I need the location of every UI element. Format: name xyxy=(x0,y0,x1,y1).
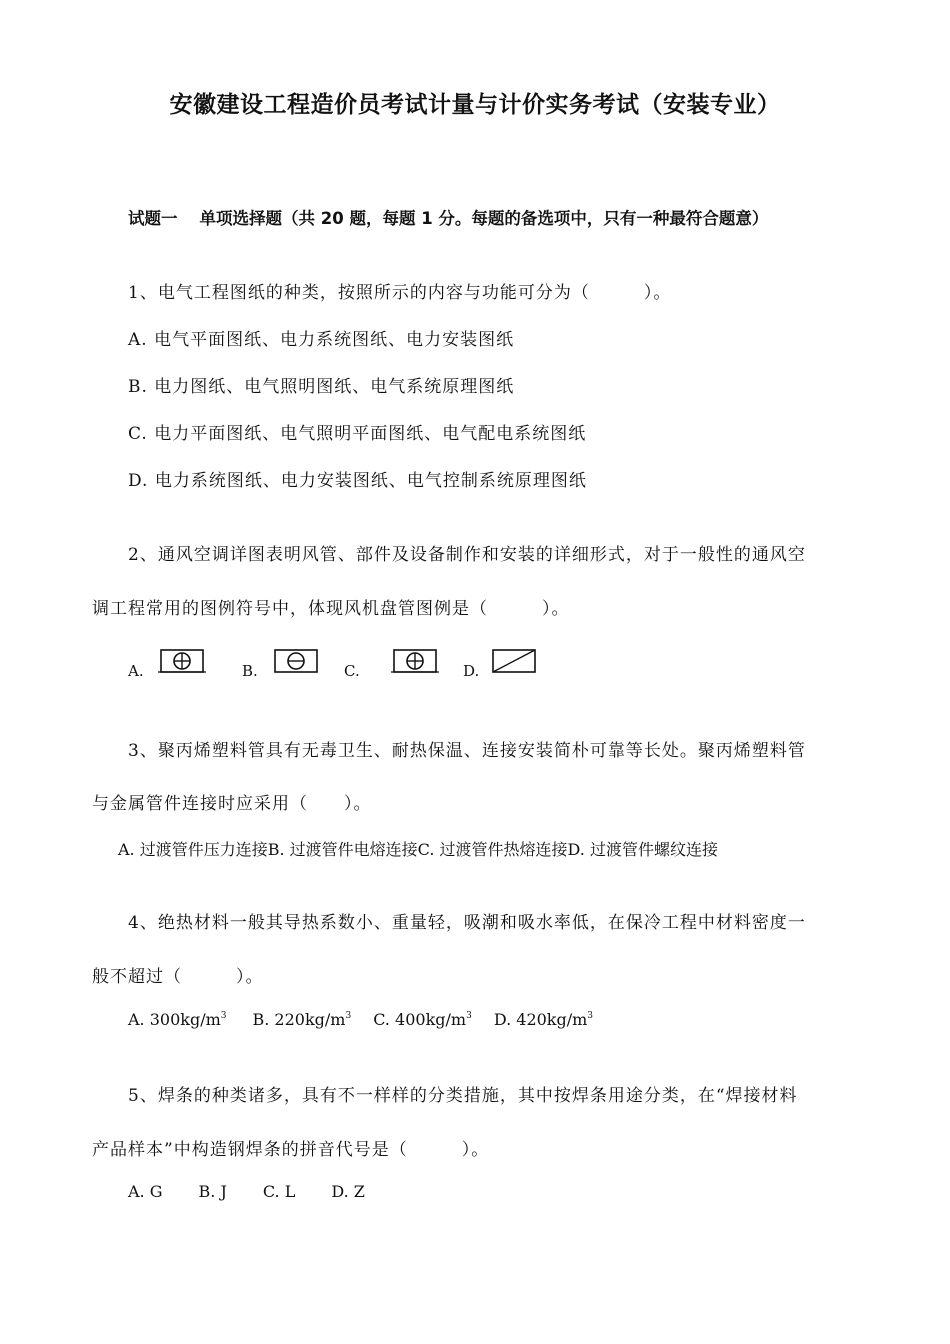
q4-option-c: C. $400kg/m^3$ xyxy=(373,1010,472,1029)
q2-option-a-label: A. xyxy=(128,662,144,680)
q1-option-a: A. 电气平面图纸、电力系统图纸、电力安装图纸 xyxy=(128,330,515,350)
q3-stem-line1: 3、聚丙烯塑料管具有无毒卫生、耐热保温、连接安装简朴可靠等长处。聚丙烯塑料管 xyxy=(128,741,806,761)
q3-options-row xyxy=(118,837,718,860)
section-text: 单项选择题（共 20 题，每题 1 分。每题的备选项中，只有一种最符合题意） xyxy=(199,209,769,228)
fan-coil-symbol-a-icon xyxy=(156,648,208,676)
q4-option-d: D. $420kg/m^3$ xyxy=(493,1010,594,1029)
q5-option-c: C. L xyxy=(262,1182,296,1201)
q3-option-a: A. 过渡管件压力连接 xyxy=(118,840,268,859)
q2-option-c-label: C. xyxy=(344,662,360,680)
q5-stem-line2: 产品样本”中构造钢焊条的拼音代号是（ ）。 xyxy=(92,1140,490,1160)
q4-option-a: A. $300kg/m^3$ xyxy=(128,1010,227,1029)
q1-option-b: B. 电力图纸、电气照明图纸、电气系统原理图纸 xyxy=(128,377,515,397)
q5-option-b: B. J xyxy=(198,1182,227,1201)
document-title: 安徽建设工程造价员考试计量与计价实务考试（安装专业） xyxy=(169,92,781,118)
q3-option-b: B. 过渡管件电熔连接 xyxy=(267,840,418,859)
q2-option-b-label: B. xyxy=(242,662,258,680)
q5-options-row xyxy=(128,1182,365,1201)
fan-coil-symbol-d-icon xyxy=(490,648,538,676)
section-heading xyxy=(128,205,768,229)
q2-stem-line1: 2、通风空调详图表明风管、部件及设备制作和安装的详细形式，对于一般性的通风空 xyxy=(128,545,806,565)
section-label: 试题一 xyxy=(128,209,178,228)
q1-stem: 1、电气工程图纸的种类，按照所示的内容与功能可分为（ ）。 xyxy=(128,283,672,303)
fan-coil-symbol-b-icon xyxy=(272,648,320,676)
q2-stem-line2: 调工程常用的图例符号中，体现风机盘管图例是（ ）。 xyxy=(92,599,570,619)
q4-options-row xyxy=(128,1010,593,1029)
q3-stem-line2: 与金属管件连接时应采用（ ）。 xyxy=(92,794,372,814)
q5-stem-line1: 5、焊条的种类诸多，具有不一样样的分类措施，其中按焊条用途分类，在“焊接材料 xyxy=(128,1086,798,1106)
q3-option-c: C. 过渡管件热熔连接 xyxy=(417,840,568,859)
q3-option-d: D. 过渡管件螺纹连接 xyxy=(567,840,718,859)
q4-stem-line1: 4、绝热材料一般其导热系数小、重量轻，吸潮和吸水率低，在保冷工程中材料密度一 xyxy=(128,913,806,933)
q1-option-d: D. 电力系统图纸、电力安装图纸、电气控制系统原理图纸 xyxy=(128,471,587,491)
q4-option-b: B. $220kg/m^3$ xyxy=(252,1010,352,1029)
fan-coil-symbol-c-icon xyxy=(390,648,440,676)
q1-option-c: C. 电力平面图纸、电气照明平面图纸、电气配电系统图纸 xyxy=(128,424,587,444)
q2-option-d-label: D. xyxy=(463,662,480,680)
q4-stem-line2: 般不超过（ ）。 xyxy=(92,967,264,987)
q5-option-a: A. G xyxy=(128,1182,163,1201)
q5-option-d: D. Z xyxy=(331,1182,365,1201)
